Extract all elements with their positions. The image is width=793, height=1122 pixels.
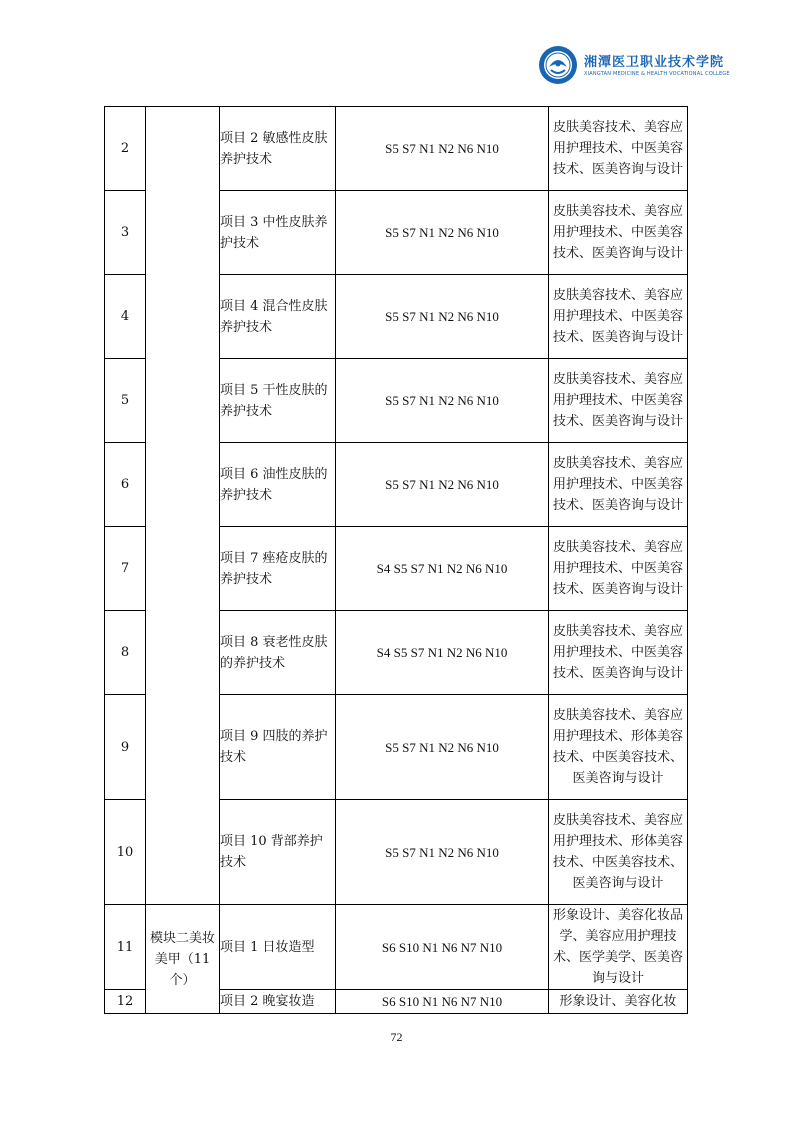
row-number: 2: [105, 107, 146, 191]
project-name: 项目 2 晚宴妆造: [220, 990, 336, 1014]
row-number: 3: [105, 191, 146, 275]
ability-codes: S5 S7 N1 N2 N6 N10: [336, 359, 549, 443]
project-name: 项目 7 痤疮皮肤的养护技术: [220, 527, 336, 611]
ability-codes: S6 S10 N1 N6 N7 N10: [336, 990, 549, 1014]
row-number: 7: [105, 527, 146, 611]
row-number: 9: [105, 695, 146, 800]
ability-codes: S4 S5 S7 N1 N2 N6 N10: [336, 527, 549, 611]
supporting-courses: 皮肤美容技术、美容应用护理技术、形体美容技术、中医美容技术、医美咨询与设计: [549, 695, 688, 800]
module-cell: [146, 107, 220, 905]
supporting-courses: 皮肤美容技术、美容应用护理技术、中医美容技术、医美咨询与设计: [549, 527, 688, 611]
college-emblem-icon: [538, 45, 578, 85]
project-name: 项目 9 四肢的养护技术: [220, 695, 336, 800]
ability-codes: S4 S5 S7 N1 N2 N6 N10: [336, 611, 549, 695]
school-name-en: XIANGTAN MEDICINE & HEALTH VOCATIONAL COLLEGE: [584, 71, 730, 77]
project-name: 项目 5 干性皮肤的养护技术: [220, 359, 336, 443]
row-number: 4: [105, 275, 146, 359]
supporting-courses: 皮肤美容技术、美容应用护理技术、中医美容技术、医美咨询与设计: [549, 359, 688, 443]
supporting-courses: 皮肤美容技术、美容应用护理技术、中医美容技术、医美咨询与设计: [549, 191, 688, 275]
curriculum-table: [104, 106, 688, 1014]
project-name: 项目 1 日妆造型: [220, 905, 336, 990]
row-number: 11: [105, 905, 146, 990]
ability-codes: S5 S7 N1 N2 N6 N10: [336, 191, 549, 275]
ability-codes: S5 S7 N1 N2 N6 N10: [336, 800, 549, 905]
page-number: 72: [390, 1030, 403, 1044]
ability-codes: S5 S7 N1 N2 N6 N10: [336, 275, 549, 359]
supporting-courses: 形象设计、美容化妆品学、美容应用护理技术、医学美学、医美咨询与设计: [549, 905, 688, 990]
project-name: 项目 8 衰老性皮肤的养护技术: [220, 611, 336, 695]
supporting-courses: 皮肤美容技术、美容应用护理技术、中医美容技术、医美咨询与设计: [549, 107, 688, 191]
supporting-courses: 皮肤美容技术、美容应用护理技术、中医美容技术、医美咨询与设计: [549, 611, 688, 695]
project-name: 项目 10 背部养护技术: [220, 800, 336, 905]
ability-codes: S6 S10 N1 N6 N7 N10: [336, 905, 549, 990]
ability-codes: S5 S7 N1 N2 N6 N10: [336, 443, 549, 527]
supporting-courses: 皮肤美容技术、美容应用护理技术、形体美容技术、中医美容技术、医美咨询与设计: [549, 800, 688, 905]
project-name: 项目 6 油性皮肤的养护技术: [220, 443, 336, 527]
school-name: 湘潭医卫职业技术学院: [584, 55, 725, 70]
supporting-courses: 形象设计、美容化妆: [549, 990, 688, 1014]
project-name: 项目 2 敏感性皮肤养护技术: [220, 107, 336, 191]
row-number: 10: [105, 800, 146, 905]
table-row: [105, 905, 688, 990]
ability-codes: S5 S7 N1 N2 N6 N10: [336, 107, 549, 191]
college-logo: [538, 45, 730, 89]
supporting-courses: 皮肤美容技术、美容应用护理技术、中医美容技术、医美咨询与设计: [549, 443, 688, 527]
module-name: 模块二美妆美甲（11 个）: [146, 905, 220, 1014]
table-row: [105, 107, 688, 191]
project-name: 项目 4 混合性皮肤养护技术: [220, 275, 336, 359]
row-number: 6: [105, 443, 146, 527]
supporting-courses: 皮肤美容技术、美容应用护理技术、中医美容技术、医美咨询与设计: [549, 275, 688, 359]
row-number: 8: [105, 611, 146, 695]
row-number: 5: [105, 359, 146, 443]
project-name: 项目 3 中性皮肤养护技术: [220, 191, 336, 275]
row-number: 12: [105, 990, 146, 1014]
ability-codes: S5 S7 N1 N2 N6 N10: [336, 695, 549, 800]
